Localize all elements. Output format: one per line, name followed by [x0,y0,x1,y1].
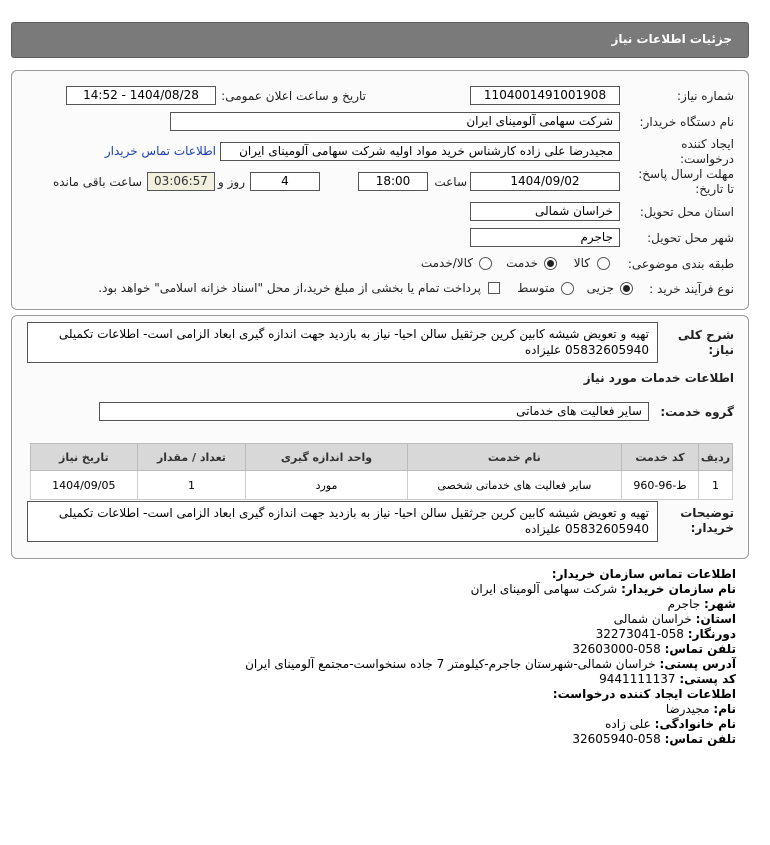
buyer-contact-link[interactable]: اطلاعات تماس خریدار [104,144,216,158]
contact-org-title [36,567,736,582]
contact-phone-value: 058-32603000 [572,642,661,656]
province-label: استان محل تحویل: [639,205,734,219]
services-table-header [31,444,733,471]
contact-fax-value: 058-32273041 [595,627,684,641]
deadline-label-line2: تا تاریخ: [695,182,734,196]
contact-last-name-label: نام خانوادگی: [654,717,736,731]
announce-datetime-label: تاریخ و ساعت اعلان عمومی: [221,89,366,103]
contact-creator-title [36,687,736,702]
page-title: جزئیات اطلاعات نیاز [611,32,732,46]
contact-address [36,657,736,672]
contact-org-title-text: اطلاعات تماس سازمان خریدار: [551,567,736,581]
contact-address-label: آدرس پستی: [659,657,736,671]
creator-field: مجیدرضا علی زاده کارشناس خرید مواد اولیه شرکت سهامی آلومینای ایران [220,142,620,161]
deadline-label [638,167,734,197]
description-label [678,328,734,358]
contact-org-name-label: نام سازمان خریدار: [621,582,736,596]
contact-fax [36,627,736,642]
cell-quantity: 1 [137,471,246,500]
remaining-time-field: 03:06:57 [147,172,215,191]
creator-label-line1: ایجاد کننده [681,137,734,151]
cell-need-date: 1404/09/05 [31,471,138,500]
days-label: روز و [218,175,245,189]
buyer-notes-label-line2: خریدار: [690,521,734,535]
treasury-payment-note: پرداخت تمام یا بخشی از مبلغ خرید،از محل "اسناد خزانه اسلامی" خواهد بود. [98,281,481,295]
page-header [11,22,749,58]
treasury-payment-checkbox[interactable] [488,282,500,294]
contact-city [36,597,736,612]
contact-phone [36,642,736,657]
cell-unit: مورد [246,471,407,500]
buyer-org-field: شرکت سهامی آلومینای ایران [170,112,620,131]
days-remaining-field: 4 [250,172,320,191]
contact-city-value: جاجرم [667,597,701,611]
cell-service-code: ط-96-960 [621,471,698,500]
services-table [30,443,733,500]
remaining-time-label: ساعت باقی مانده [52,175,142,189]
col-service-code: کد خدمت [621,444,698,471]
contact-province [36,612,736,627]
buyer-org-label: نام دستگاه خریدار: [639,115,734,129]
description-label-line1: شرح کلی [677,328,734,342]
contact-creator-phone [36,732,736,747]
contact-first-name-label: نام: [713,702,736,716]
contact-creator-phone-value: 058-32605940 [572,732,661,746]
city-field: جاجرم [470,228,620,247]
service-group-field: سایر فعالیت های خدماتی [99,402,649,421]
services-section-title: اطلاعات خدمات مورد نیاز [583,371,734,385]
process-radio-minor[interactable] [620,282,633,295]
contact-phone-label: تلفن تماس: [664,642,736,656]
contact-org-name [36,582,736,597]
creator-label-line2: درخواست: [680,152,734,166]
deadline-label-line1: مهلت ارسال پاسخ: [638,167,734,181]
contact-province-label: استان: [695,612,736,626]
process-label: نوع فرآیند خرید : [649,282,734,296]
deadline-time-field: 18:00 [358,172,428,191]
cell-service-name: سایر فعالیت های خدماتی شخصی [407,471,621,500]
contact-creator-phone-label: تلفن تماس: [664,732,736,746]
buyer-notes-label [680,506,734,536]
announce-datetime-field: 1404/08/28 - 14:52 [66,86,216,105]
contact-city-label: شهر: [704,597,736,611]
contact-postal-label: کد پستی: [679,672,736,686]
contact-address-value: خراسان شمالی-شهرستان جاجرم-کیلومتر 7 جاده سنخواست-مجتمع آلومینای ایران [245,657,656,671]
process-option-minor: جزیی [586,281,614,295]
category-radio-goods[interactable] [597,257,610,270]
contact-postal [36,672,736,687]
contact-first-name-value: مجیدرضا [665,702,710,716]
contact-first-name [36,702,736,717]
contact-creator-title-text: اطلاعات ایجاد کننده درخواست: [552,687,736,701]
deadline-date-field: 1404/09/02 [470,172,620,191]
contact-last-name-value: علی زاده [605,717,651,731]
col-unit: واحد اندازه گیری [246,444,407,471]
category-option-goods: کالا [573,256,590,270]
category-radio-goods-service[interactable] [479,257,492,270]
category-option-goods-service: کالا/خدمت [420,256,473,270]
col-quantity: تعداد / مقدار [137,444,246,471]
province-field: خراسان شمالی [470,202,620,221]
city-label: شهر محل تحویل: [647,231,734,245]
col-service-name: نام خدمت [407,444,621,471]
description-label-line2: نیاز: [708,343,734,357]
contact-province-value: خراسان شمالی [613,612,692,626]
col-row-number: ردیف [699,444,733,471]
col-need-date: تاریخ نیاز [31,444,138,471]
buyer-notes-label-line1: توضیحات [680,506,734,520]
cell-row-number: 1 [699,471,733,500]
category-label: طبقه بندی موضوعی: [627,257,734,271]
description-text: تهیه و تعویض شیشه کابین کرین جرثقیل سالن احیا- نیاز به بازدید جهت اندازه گیری ابعاد الزامی است- اطلاعات تکمیلی 05832605940 علیزاده [27,322,658,363]
buyer-notes-text: تهیه و تعویض شیشه کابین کرین جرثقیل سالن احیا- نیاز به بازدید جهت اندازه گیری ابعاد الزامی است- اطلاعات تکمیلی 05832605940 علیزاده [27,501,658,542]
contact-last-name [36,717,736,732]
table-row [31,471,733,500]
contact-fax-label: دورنگار: [687,627,736,641]
need-number-field: 1104001491001908 [470,86,620,105]
need-number-label: شماره نیاز: [677,89,734,103]
creator-label [680,137,734,167]
process-radio-medium[interactable] [561,282,574,295]
contact-org-name-value: شرکت سهامی آلومینای ایران [470,582,618,596]
contact-info [36,567,736,747]
process-option-medium: متوسط [517,281,555,295]
deadline-time-label: ساعت [434,175,467,189]
contact-postal-value: 9441111137 [599,672,676,686]
service-group-label: گروه خدمت: [660,405,734,419]
category-option-service: خدمت [506,256,538,270]
category-radio-service[interactable] [544,257,557,270]
